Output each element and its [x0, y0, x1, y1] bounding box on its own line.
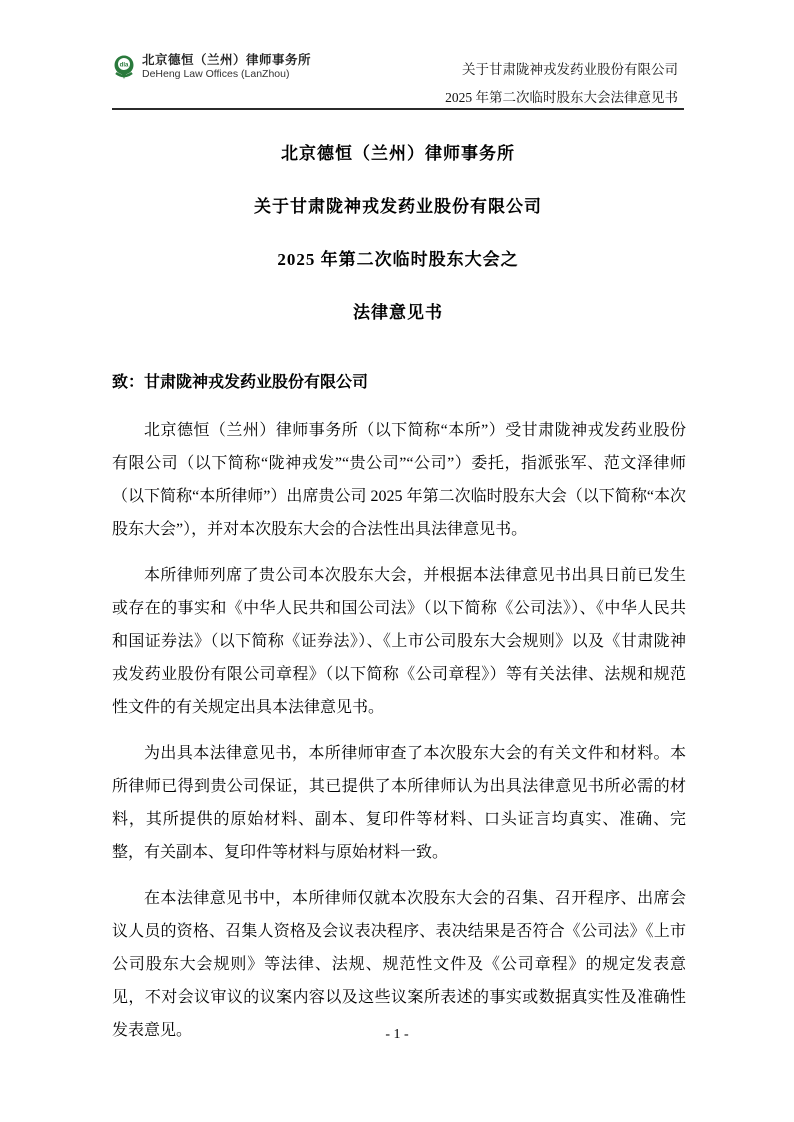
title-line-meeting: 2025 年第二次临时股东大会之 — [277, 250, 519, 269]
title-line-firm: 北京德恒（兰州）律师事务所 — [281, 144, 515, 163]
title-line-doctype: 法律意见书 — [353, 303, 443, 322]
law-firm-names — [142, 53, 311, 80]
paragraph-scope-of-opinion: 在本法律意见书中，本所律师仅就本次股东大会的召集、召开程序、出席会议人员的资格、召集人资格及会议表决程序、表决结果是否符合《公司法》《上市公司股东大会规则》等法律、法规、规范性文件及《公司章程》的规定发表意见，不对会议审议的议案内容以及这些议案所表述的事实或数据真实性及准确性发表意见。 — [112, 890, 686, 1039]
document-body — [112, 372, 686, 1060]
paragraph-engagement: 北京德恒（兰州）律师事务所（以下简称“本所”）受甘肃陇神戎发药业股份有限公司（以下简称“陇神戎发”“贵公司”“公司”）委托，指派张军、范文泽律师（以下简称“本所律师”）出席贵公司 2025 年第二次临时股东大会（以下简称“本次股东大会”），并对本次股东大会的合法性出具法律意见书。 — [112, 422, 686, 538]
title-line-company: 关于甘肃陇神戎发药业股份有限公司 — [254, 197, 542, 216]
header-divider — [112, 108, 684, 110]
document-reference-line1: 关于甘肃陇神戎发药业股份有限公司 — [462, 62, 678, 77]
salutation-line: 致：甘肃陇神戎发药业股份有限公司 — [112, 374, 369, 391]
paragraph-materials-review: 为出具本法律意见书，本所律师审查了本次股东大会的有关文件和材料。本所律师已得到贵公司保证，其已提供了本所律师认为出具法律意见书所必需的材料，其所提供的原始材料、副本、复印件等材料、口头证言均真实、准确、完整，有关副本、复印件等材料与原始材料一致。 — [112, 745, 686, 861]
law-firm-brand — [112, 53, 311, 80]
paragraph-legal-basis: 本所律师列席了贵公司本次股东大会，并根据本法律意见书出具日前已发生或存在的事实和《中华人民共和国公司法》（以下简称《公司法》）、《中华人民共和国证券法》（以下简称《证券法》）、《上市公司股东大会规则》以及《甘肃陇神戎发药业股份有限公司章程》（以下简称《公司章程》）等有关法律、法规和规范性文件的有关规定出具本法律意见书。 — [112, 567, 686, 716]
document-title-block — [112, 127, 684, 339]
page-number: - 1 - — [385, 1027, 409, 1042]
deheng-logo-icon — [112, 54, 136, 80]
svg-text:dla: dla — [119, 62, 129, 69]
page-header — [112, 53, 684, 110]
law-firm-name-cn: 北京德恒（兰州）律师事务所 — [142, 53, 312, 67]
law-firm-name-en: DeHeng Law Offices (LanZhou) — [142, 68, 290, 81]
document-reference-line2: 2025 年第二次临时股东大会法律意见书 — [445, 90, 678, 105]
document-reference — [445, 56, 678, 112]
